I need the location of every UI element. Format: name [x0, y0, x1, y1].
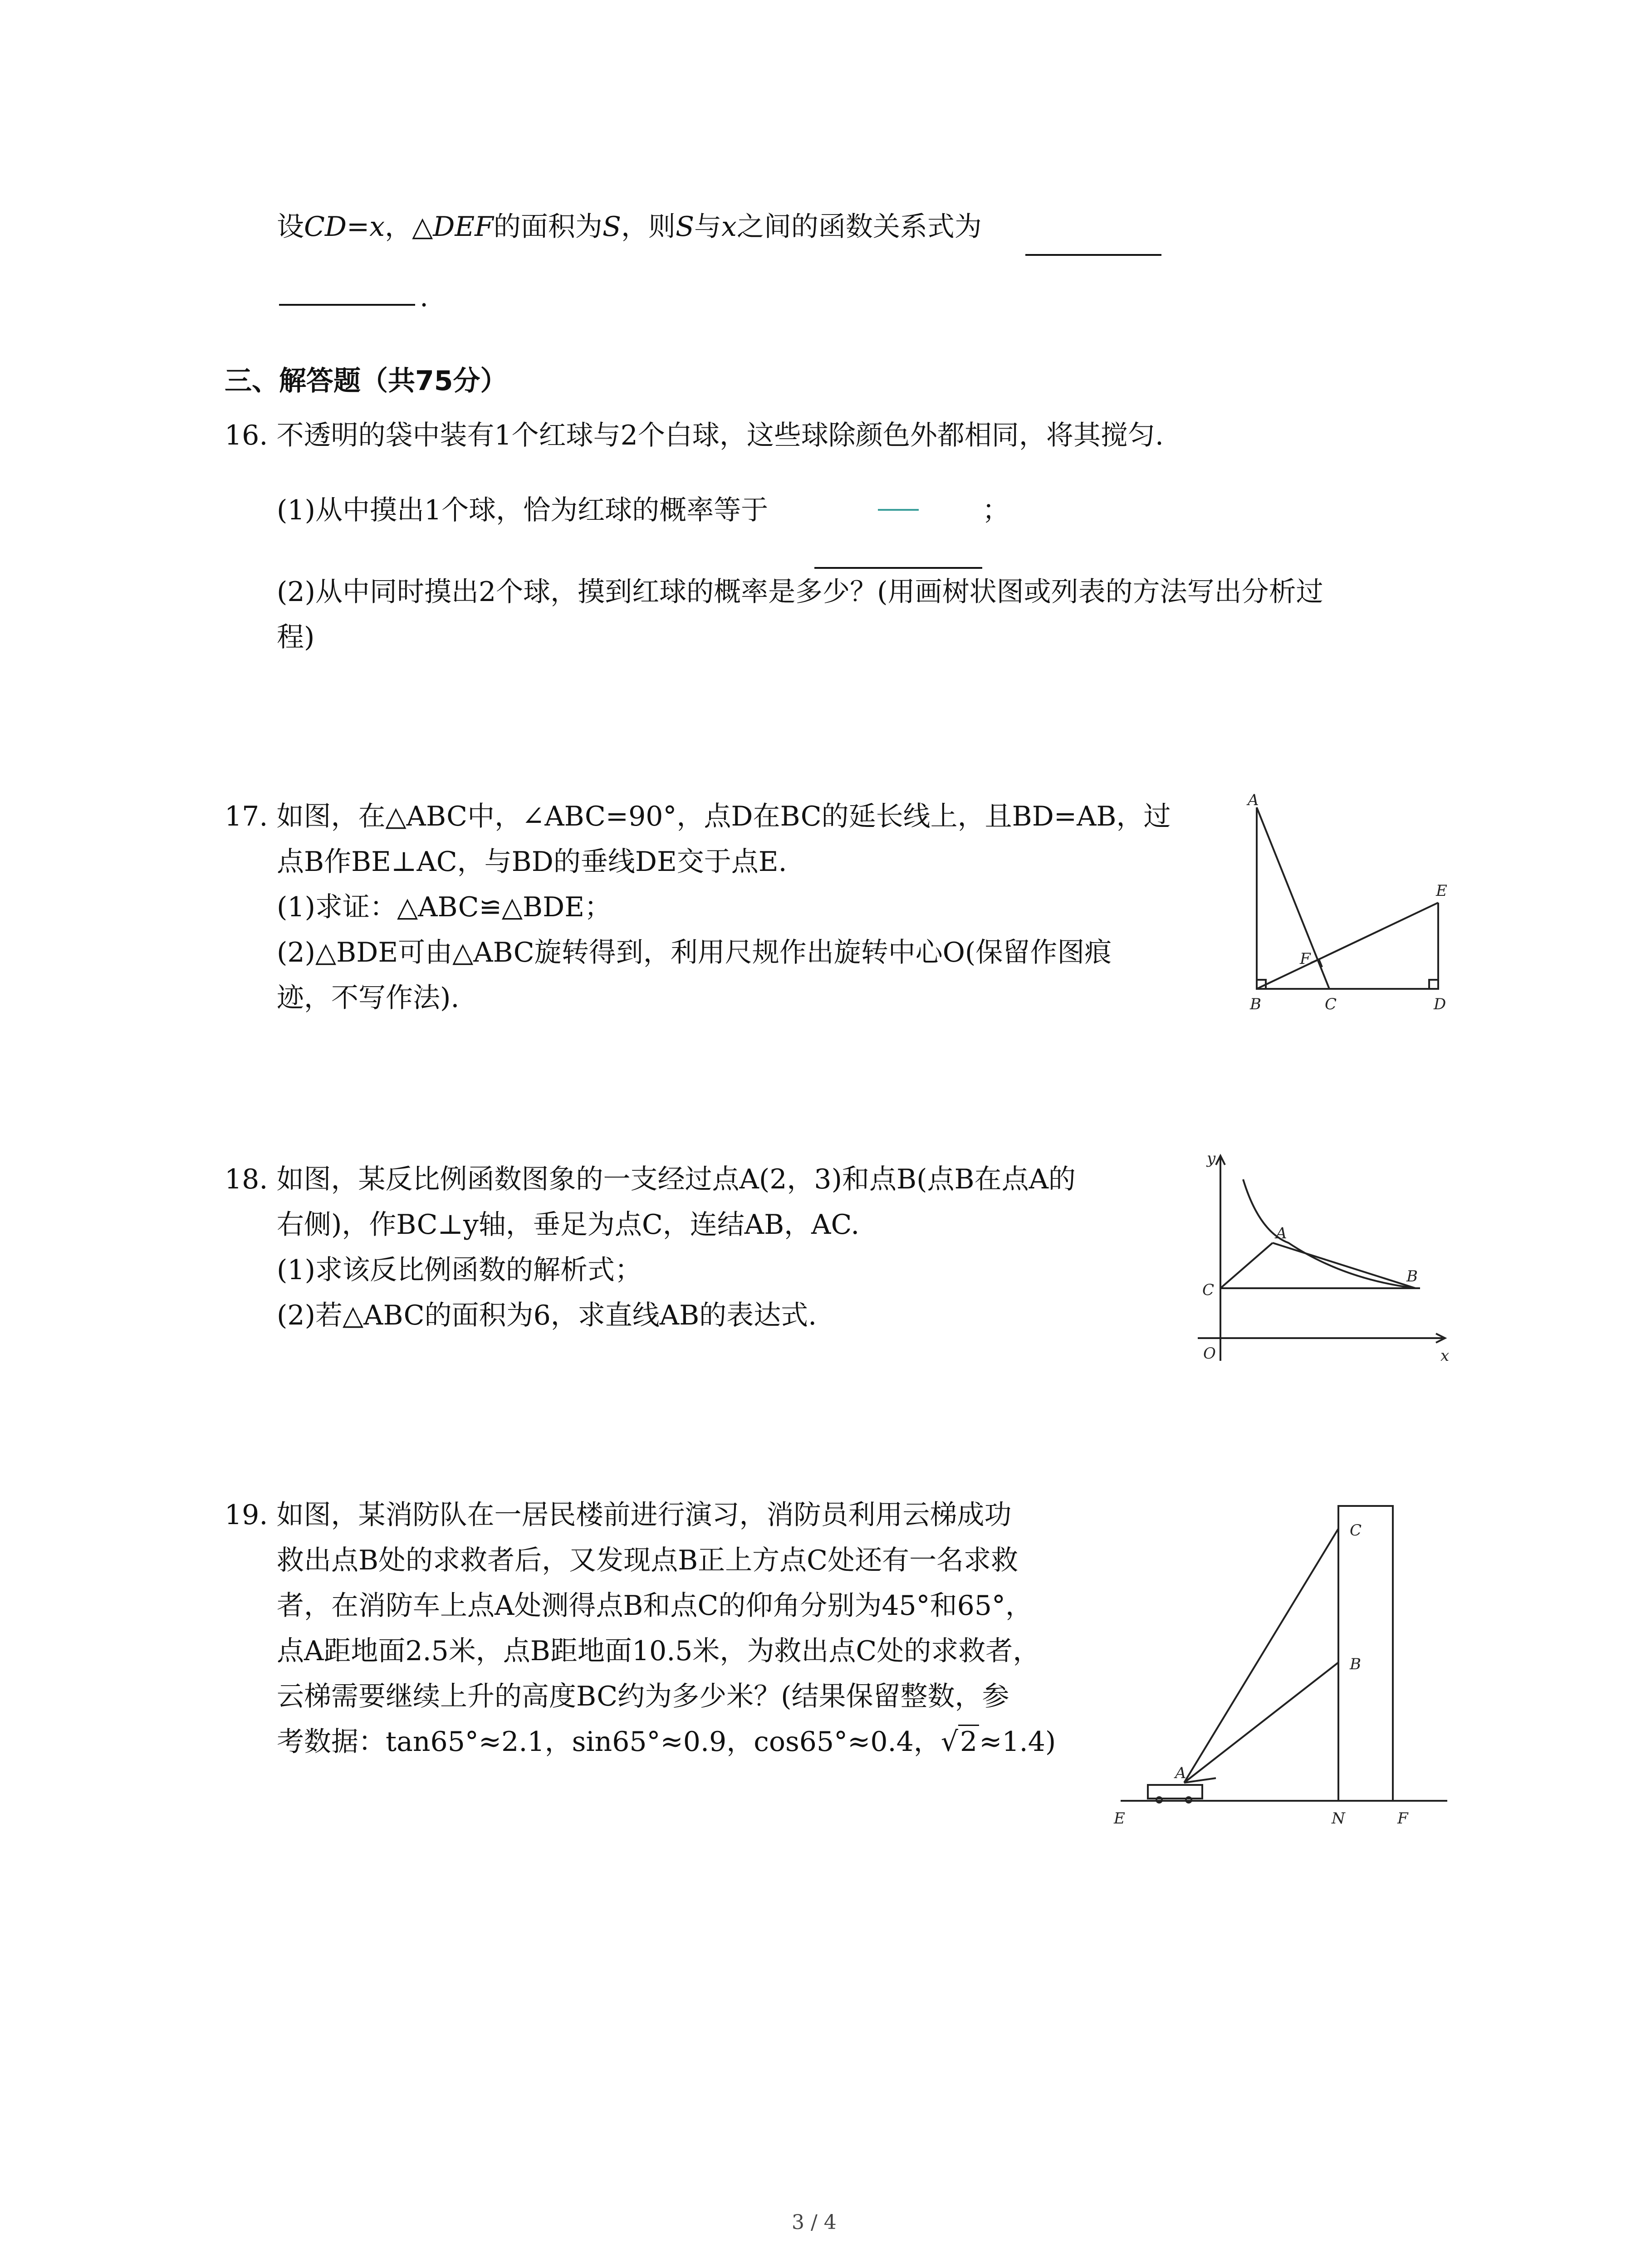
q19-line4: 点A距地面2.5米，点B距地面10.5米，为救出点C处的求救者，	[277, 1635, 1040, 1667]
q15-text: ，则	[621, 211, 676, 243]
q17-label-c: C	[1325, 995, 1337, 1013]
q16-part2-line2: 程)	[277, 621, 315, 653]
q18-figure	[1180, 1143, 1461, 1379]
q19-label-e: E	[1114, 1809, 1125, 1828]
q18-label-x: x	[1440, 1347, 1450, 1365]
q19-line5: 云梯需要继续上升的高度BC约为多少米？(结果保留整数，参	[277, 1681, 1009, 1712]
q16-stem: 16. 不透明的袋中装有1个红球与2个白球，这些球除颜色外都相同，将其搅匀.	[225, 420, 1164, 451]
q17-line3: (1)求证：△ABC≌△BDE；	[277, 891, 612, 923]
q18-line4: (2)若△ABC的面积为6，求直线AB的表达式.	[277, 1300, 817, 1331]
q15-var-def: DEF	[433, 211, 494, 243]
q17-label-d: D	[1434, 995, 1446, 1013]
q18-line3: (1)求该反比例函数的解析式；	[277, 1254, 642, 1286]
q16-answer-blank[interactable]	[814, 567, 982, 569]
q19-line2: 救出点B处的求救者后，又发现点B正上方点C处还有一名求救	[277, 1545, 1019, 1576]
q19-ref-tail: ≈1.4)	[979, 1726, 1056, 1758]
q19-label-f: F	[1397, 1809, 1408, 1828]
q18-line2: 右侧)，作BC⊥y轴，垂足为点C，连结AB，AC.	[277, 1209, 860, 1241]
q16-part2-line1: (2)从中同时摸出2个球，摸到红球的概率是多少？(用画树状图或列表的方法写出分析过	[277, 576, 1323, 608]
q15-var-s: S	[602, 211, 621, 243]
q18-label-a: A	[1276, 1224, 1287, 1242]
q16-part1: (1)从中摸出1个球，恰为红球的概率等于	[277, 494, 769, 526]
q18-label-o: O	[1203, 1344, 1216, 1363]
sqrt-symbol: √2	[941, 1725, 979, 1758]
q18-label-y: y	[1207, 1149, 1216, 1168]
q15-text: 设	[277, 211, 304, 243]
q17-figure	[1239, 789, 1456, 1016]
q18-label-b: B	[1406, 1267, 1418, 1286]
q15-text: ，△	[385, 211, 433, 243]
page-number: 3 / 4	[792, 2211, 837, 2234]
q17-line4: (2)△BDE可由△ABC旋转得到，利用尺规作出旋转中心O(保留作图痕	[277, 937, 1112, 968]
q17-line2: 点B作BE⊥AC，与BD的垂线DE交于点E.	[277, 846, 787, 878]
q18-line1: 18. 如图，某反比例函数图象的一支经过点A(2，3)和点B(点B在点A的	[225, 1163, 1076, 1195]
q15-text: 之间的函数关系式为	[736, 211, 982, 243]
q15-var-cd: CD=x	[304, 211, 385, 243]
q19-line1: 19. 如图，某消防队在一居民楼前进行演习，消防员利用云梯成功	[225, 1499, 1012, 1531]
q19-figure	[1112, 1497, 1456, 1842]
q15-answer-blank-2[interactable]	[279, 304, 415, 306]
q16-part1-end: ；	[982, 494, 1009, 526]
q19-ref-data: 考数据：tan65°≈2.1，sin65°≈0.9，cos65°≈0.4，	[277, 1726, 941, 1758]
q15-period: .	[420, 281, 429, 313]
q15-text: 的面积为	[493, 211, 603, 243]
q15-var-s2: S	[675, 211, 695, 243]
q18-label-c: C	[1202, 1281, 1215, 1299]
q17-line1: 17. 如图，在△ABC中，∠ABC=90°，点D在BC的延长线上，且BD=AB，过	[225, 801, 1171, 832]
q17-line5: 迹，不写作法).	[277, 982, 460, 1014]
q15-var-x: x	[721, 211, 737, 243]
sqrt-radicand: 2	[958, 1725, 979, 1758]
q19-label-c: C	[1350, 1521, 1362, 1540]
section-title: 三、解答题（共75分）	[225, 365, 508, 397]
q15-answer-blank-1[interactable]	[1025, 254, 1161, 256]
q19-line6	[277, 1724, 1056, 1760]
q19-label-a: A	[1175, 1764, 1186, 1782]
q19-line3: 者，在消防车上点A处测得点B和点C的仰角分别为45°和65°，	[277, 1590, 1033, 1622]
q17-label-e: E	[1436, 882, 1447, 900]
q19-label-n: N	[1332, 1809, 1345, 1828]
q17-label-f: F	[1300, 950, 1311, 968]
q19-label-b: B	[1350, 1655, 1361, 1673]
q17-label-a: A	[1248, 791, 1259, 809]
q15-text: 与	[694, 211, 722, 243]
q17-label-b: B	[1250, 995, 1261, 1013]
q15-tail-line1	[277, 209, 982, 245]
q16-dash-mark	[878, 509, 919, 511]
